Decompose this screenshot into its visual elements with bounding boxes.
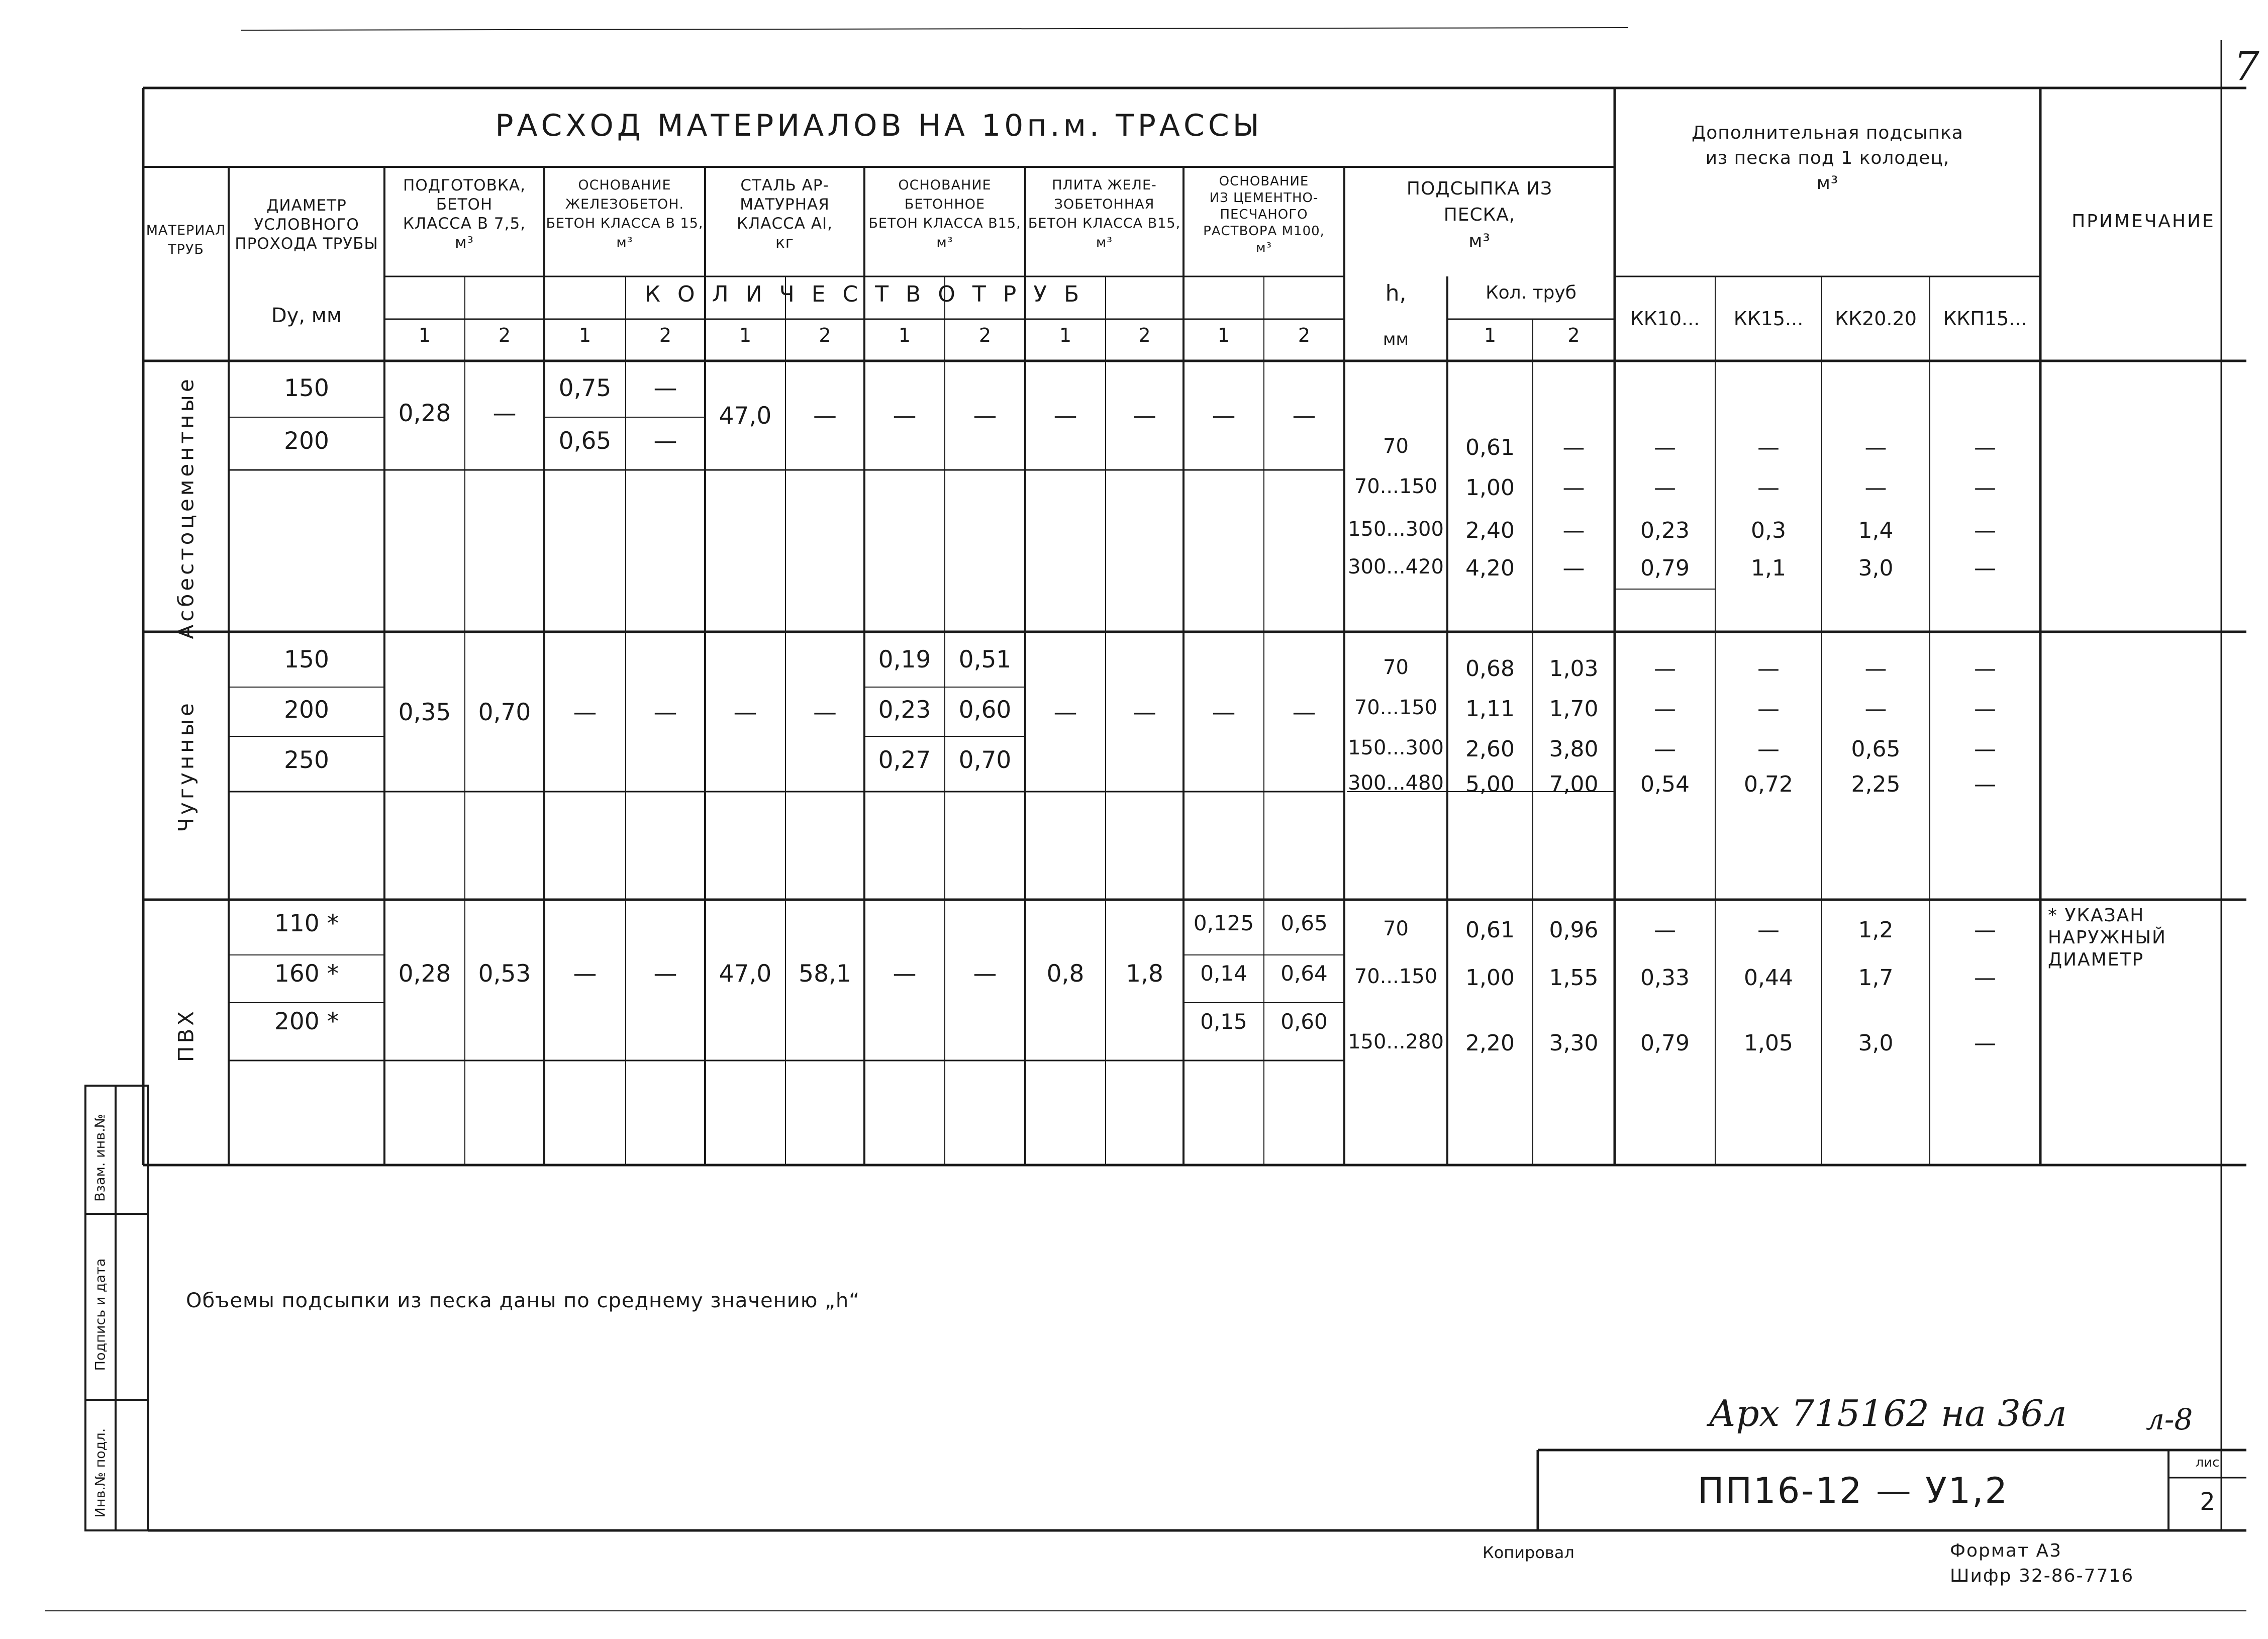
header-prep: ПОДГОТОВКА, БЕТОН КЛАССА В 7,5, м³ — [403, 176, 526, 252]
sand-depth: 70 — [1383, 917, 1409, 940]
well-sand-value: — — [1654, 475, 1676, 501]
well-sand-value: 0,33 — [1640, 965, 1690, 991]
pipe-diameter: 200 — [284, 696, 329, 724]
well-sand-value: — — [1864, 435, 1887, 460]
sand-volume-1: 4,20 — [1465, 555, 1515, 581]
header-slab: ПЛИТА ЖЕЛЕ- ЗОБЕТОННАЯ БЕТОН КЛАССА В15, м³ — [1028, 177, 1181, 250]
material-asbestos-cement: Асбестоцементные — [173, 376, 199, 639]
header-material: МАТЕРИАЛ ТРУБ — [146, 223, 226, 257]
sub-header-2: 2 — [498, 324, 511, 346]
sand-volume-2: 3,30 — [1549, 1030, 1599, 1056]
sand-depth: 300...420 — [1348, 555, 1444, 579]
well-sand-value: 1,2 — [1858, 917, 1894, 943]
pvc-diameter-note: * УКАЗАН НАРУЖНЫЙ ДИАМЕТР — [2048, 905, 2166, 970]
stamp-inv-original: Инв.№ подл. — [92, 1428, 109, 1518]
well-sand-value: — — [1974, 475, 1996, 501]
well-sand-value: — — [1974, 555, 1996, 581]
rc-base-value: — — [653, 699, 677, 726]
sand-volume-1: 1,00 — [1465, 965, 1515, 991]
sand-volume-1: 2,20 — [1465, 1030, 1515, 1056]
well-sand-value: — — [1757, 917, 1780, 943]
mortar-base-value: 0,14 — [1200, 961, 1247, 986]
sub-header-2: 2 — [978, 324, 992, 346]
sand-volume-2: 3,80 — [1549, 736, 1599, 762]
material-pvc: ПВХ — [173, 1008, 199, 1063]
header-rc-base: ОСНОВАНИЕ ЖЕЛЕЗОБЕТОН. БЕТОН КЛАССА В 15, м³ — [546, 177, 704, 250]
pipe-diameter: 150 — [284, 646, 329, 673]
header-h: h, — [1385, 280, 1407, 306]
well-sand-value: — — [1654, 736, 1676, 762]
concrete-base-value: 0,70 — [958, 746, 1012, 774]
mortar-base-value: 0,65 — [1280, 911, 1328, 935]
well-sand-value: 0,79 — [1640, 555, 1690, 581]
well-sand-value: — — [1757, 435, 1780, 460]
pipe-diameter: 150 — [284, 374, 329, 402]
sub-header-1: 1 — [739, 324, 752, 346]
sand-volume-1: 2,60 — [1465, 736, 1515, 762]
sand-volume-1: 2,40 — [1465, 518, 1515, 543]
well-sand-value: 0,3 — [1751, 518, 1786, 543]
note-column-header: ПРИМЕЧАНИЕ — [2072, 211, 2215, 232]
sub-header-1: 1 — [418, 324, 431, 346]
sub-header-2: 2 — [1567, 324, 1580, 346]
sand-volume-2: 1,03 — [1549, 656, 1599, 682]
sand-depth: 70 — [1383, 435, 1409, 458]
sand-depth: 300...480 — [1348, 772, 1444, 795]
sand-depth: 150...300 — [1348, 518, 1444, 541]
header-h-unit: мм — [1383, 329, 1409, 349]
slab-value: — — [1133, 402, 1156, 430]
sheet-number: 2 — [2200, 1488, 2215, 1516]
well-sand-value: 0,72 — [1744, 772, 1793, 797]
mortar-base-value: 0,64 — [1280, 961, 1328, 986]
sand-depth: 70...150 — [1354, 475, 1438, 498]
header-well-kk15: КК15... — [1733, 308, 1804, 330]
concrete-base-value: — — [893, 402, 917, 430]
well-sand-value: — — [1974, 656, 1996, 682]
well-sand-value: 0,54 — [1640, 772, 1690, 797]
mortar-base-value: 0,125 — [1193, 911, 1254, 935]
well-sand-value: — — [1864, 656, 1887, 682]
table-title: РАСХОД МАТЕРИАЛОВ НА 10п.м. ТРАССЫ — [495, 108, 1263, 143]
steel-value: — — [813, 699, 837, 726]
sand-volume-2: 0,96 — [1549, 917, 1599, 943]
additional-sand-header: Дополнительная подсыпка из песка под 1 колодец, м³ — [1692, 123, 1963, 194]
well-sand-value: 1,7 — [1858, 965, 1894, 991]
sub-header-1: 1 — [578, 324, 591, 346]
sand-depth: 150...280 — [1348, 1030, 1444, 1053]
pipe-diameter: 160 * — [274, 960, 339, 988]
sand-depth: 70...150 — [1354, 696, 1438, 719]
sand-volume-2: — — [1562, 475, 1585, 501]
cipher-label: Шифр 32-86-7716 — [1950, 1566, 2134, 1586]
sand-volume-2: 1,55 — [1549, 965, 1599, 991]
well-sand-value: — — [1974, 1030, 1996, 1056]
slab-value: 0,8 — [1046, 960, 1084, 988]
well-sand-value: 0,44 — [1744, 965, 1793, 991]
sand-volume-2: — — [1562, 555, 1585, 581]
sub-header-2: 2 — [1298, 324, 1311, 346]
concrete-base-value: 0,51 — [958, 646, 1012, 673]
sub-header-2: 2 — [819, 324, 831, 346]
sub-header-2: 2 — [1138, 324, 1151, 346]
well-sand-value: — — [1974, 965, 1996, 991]
archive-note: Арх 715162 на 36л — [1709, 1392, 2067, 1434]
mortar-base-value: — — [1292, 699, 1316, 726]
prep-value: 0,70 — [478, 699, 531, 726]
well-sand-value: — — [1757, 736, 1780, 762]
header-pipe-qty: Кол. труб — [1486, 282, 1576, 303]
slab-value: — — [1053, 699, 1077, 726]
sand-depth: 150...300 — [1348, 736, 1444, 759]
sand-volume-1: 1,11 — [1465, 696, 1515, 722]
well-sand-value: — — [1974, 518, 1996, 543]
sub-header-1: 1 — [1059, 324, 1072, 346]
well-sand-value: 3,0 — [1858, 1030, 1894, 1056]
footnote: Объемы подсыпки из песка даны по среднему значению „h“ — [186, 1289, 860, 1312]
concrete-base-value: — — [973, 402, 997, 430]
mortar-base-value: — — [1292, 402, 1316, 430]
stamp-replaced-inv: Взам. инв.№ — [92, 1114, 108, 1202]
well-sand-value: — — [1974, 435, 1996, 460]
material-cast-iron: Чугунные — [173, 700, 199, 832]
well-sand-value: — — [1864, 696, 1887, 722]
well-sand-value: — — [1757, 656, 1780, 682]
sand-volume-2: 7,00 — [1549, 772, 1599, 797]
well-sand-value: — — [1974, 772, 1996, 797]
sand-volume-1: 1,00 — [1465, 475, 1515, 501]
mortar-base-value: — — [1212, 699, 1236, 726]
well-sand-value: 3,0 — [1858, 555, 1894, 581]
header-steel: СТАЛЬ АР- МАТУРНАЯ КЛАССА АI, кг — [736, 176, 833, 252]
mortar-base-value: 0,15 — [1200, 1009, 1247, 1034]
sand-volume-2: — — [1562, 435, 1585, 460]
slab-value: — — [1053, 402, 1077, 430]
sub-header-1: 1 — [898, 324, 911, 346]
well-sand-value: — — [1654, 696, 1676, 722]
well-sand-value: — — [1864, 475, 1887, 501]
mortar-base-value: — — [1212, 402, 1236, 430]
rc-base-value: — — [653, 427, 677, 455]
prep-value: 0,35 — [398, 699, 451, 726]
rc-base-value: — — [573, 960, 597, 988]
concrete-base-value: — — [893, 960, 917, 988]
document-designation: ПП16-12 — У1,2 — [1697, 1470, 2009, 1511]
slab-value: 1,8 — [1126, 960, 1163, 988]
format-label: Формат А3 — [1950, 1540, 2062, 1561]
well-sand-value: 0,65 — [1851, 736, 1901, 762]
mortar-base-value: 0,60 — [1280, 1009, 1328, 1034]
well-sand-value: 1,05 — [1744, 1030, 1793, 1056]
header-concrete-base: ОСНОВАНИЕ БЕТОННОЕ БЕТОН КЛАССА В15, м³ — [868, 177, 1021, 250]
rc-base-value: — — [653, 960, 677, 988]
sand-depth: 70 — [1383, 656, 1409, 679]
pipe-diameter: 110 * — [274, 910, 339, 937]
well-sand-value: — — [1974, 917, 1996, 943]
well-sand-value: — — [1654, 917, 1676, 943]
prep-value: — — [492, 400, 517, 427]
well-sand-value: — — [1757, 696, 1780, 722]
well-sand-value: — — [1654, 435, 1676, 460]
sand-volume-1: 5,00 — [1465, 772, 1515, 797]
sub-header-2: 2 — [659, 324, 672, 346]
header-well-kk20: КК20.20 — [1835, 308, 1917, 330]
rc-base-value: — — [573, 699, 597, 726]
well-sand-value: 1,4 — [1858, 518, 1894, 543]
sub-header-1: 1 — [1217, 324, 1230, 346]
header-mortar-base: ОСНОВАНИЕ ИЗ ЦЕМЕНТНО- ПЕСЧАНОГО РАСТВОРА М100, м³ — [1203, 174, 1325, 255]
page-number: 7 — [2234, 43, 2259, 89]
rc-base-value: 0,65 — [558, 427, 612, 455]
header-diameter: ДИАМЕТР УСЛОВНОГО ПРОХОДА ТРУБЫ — [235, 197, 378, 253]
well-sand-value: — — [1974, 736, 1996, 762]
well-sand-value: — — [1757, 475, 1780, 501]
header-well-kkp15: ККП15... — [1943, 308, 2027, 330]
pipe-diameter: 250 — [284, 746, 329, 774]
sub-header-1: 1 — [1484, 324, 1497, 346]
sand-depth: 70...150 — [1354, 965, 1438, 988]
prep-value: 0,53 — [478, 960, 531, 988]
sand-volume-2: 1,70 — [1549, 696, 1599, 722]
copied-label: Копировал — [1483, 1543, 1574, 1562]
pipe-diameter: 200 — [284, 427, 329, 455]
sand-volume-2: — — [1562, 518, 1585, 543]
well-sand-value: — — [1974, 696, 1996, 722]
sand-volume-1: 0,68 — [1465, 656, 1515, 682]
header-diameter-unit: Dу, мм — [271, 304, 342, 327]
concrete-base-value: 0,27 — [878, 746, 931, 774]
concrete-base-value: 0,23 — [878, 696, 931, 724]
steel-value: 47,0 — [719, 960, 772, 988]
well-sand-value: 0,23 — [1640, 518, 1690, 543]
sheet-label: лис — [2195, 1455, 2220, 1470]
steel-value: — — [813, 402, 837, 430]
concrete-base-value: 0,19 — [878, 646, 931, 673]
sand-volume-1: 0,61 — [1465, 917, 1515, 943]
sand-volume-1: 0,61 — [1465, 435, 1515, 460]
sheet-mark: л-8 — [2146, 1402, 2193, 1436]
pipe-diameter: 200 * — [274, 1008, 339, 1035]
prep-value: 0,28 — [398, 960, 451, 988]
well-sand-value: 1,1 — [1751, 555, 1786, 581]
concrete-base-value: 0,60 — [958, 696, 1012, 724]
steel-value: 58,1 — [799, 960, 851, 988]
concrete-base-value: — — [973, 960, 997, 988]
header-sand: ПОДСЫПКА ИЗ ПЕСКА, м³ — [1406, 178, 1553, 251]
steel-value: 47,0 — [719, 402, 772, 430]
steel-value: — — [733, 699, 757, 726]
rc-base-value: — — [653, 374, 677, 402]
well-sand-value: 2,25 — [1851, 772, 1901, 797]
slab-value: — — [1133, 699, 1156, 726]
header-well-kk10: КК10... — [1630, 308, 1700, 330]
well-sand-value: — — [1654, 656, 1676, 682]
rc-base-value: 0,75 — [558, 374, 612, 402]
header-pipe-count: К О Л И Ч Е С Т В О Т Р У Б — [644, 281, 1084, 307]
prep-value: 0,28 — [398, 400, 451, 427]
well-sand-value: 0,79 — [1640, 1030, 1690, 1056]
stamp-signature-date: Подпись и дата — [92, 1258, 109, 1371]
